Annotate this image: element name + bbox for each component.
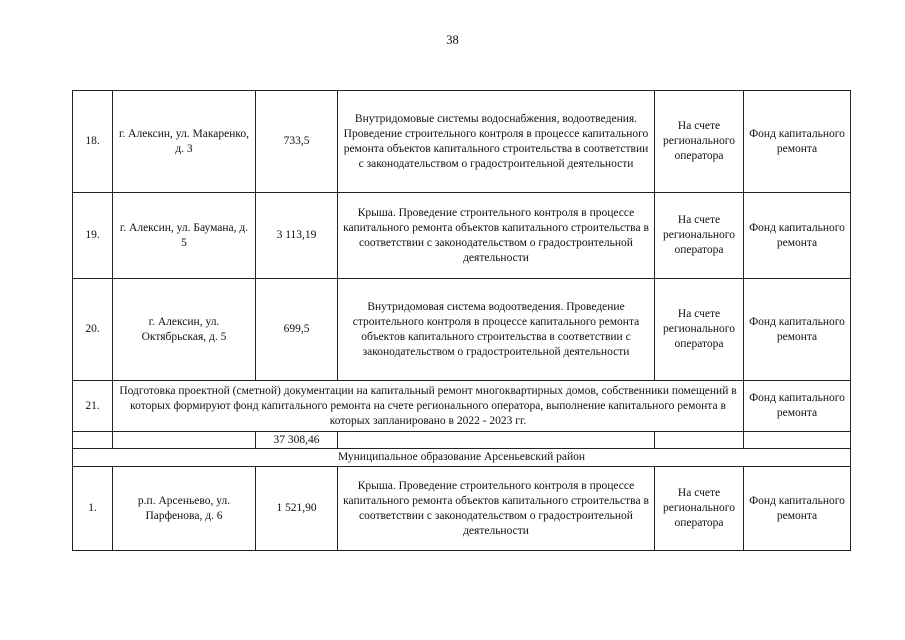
table-row [73, 467, 851, 551]
work-description-cell: Внутридомовые системы водоснабжения, водоотведения. Проведение строительного контроля в процессе капитального ремонта объектов капитального строительства в соответствии с законодательством о градостроительной деятельности [338, 91, 655, 193]
empty-cell [73, 432, 113, 449]
area-cell: 1 521,90 [256, 467, 338, 551]
total-area-cell: 37 308,46 [256, 432, 338, 449]
account-cell: На счете регионального оператора [655, 91, 744, 193]
work-description-cell: Крыша. Проведение строительного контроля в процессе капитального ремонта объектов капитального строительства в соответствии с законодательством о градостроительной деятельности [338, 467, 655, 551]
repair-table [72, 90, 851, 551]
fund-source-cell: Фонд капитального ремонта [744, 279, 851, 381]
account-cell: На счете регионального оператора [655, 193, 744, 279]
area-cell: 733,5 [256, 91, 338, 193]
total-row [73, 432, 851, 449]
row-number: 20. [73, 279, 113, 381]
empty-cell [338, 432, 655, 449]
design-documentation-cell: Подготовка проектной (сметной) документации на капитальный ремонт многоквартирных домов, собственники помещений в которых формируют фонд капитального ремонта на счете регионального оператора, выполнение капитального ремонта в которых запланировано в 2022 - 2023 гг. [113, 381, 744, 432]
row-number: 1. [73, 467, 113, 551]
work-description-cell: Крыша. Проведение строительного контроля в процессе капитального ремонта объектов капитального строительства в соответствии с законодательством о градостроительной деятельности [338, 193, 655, 279]
address-cell: г. Алексин, ул. Макаренко, д. 3 [113, 91, 256, 193]
account-cell: На счете регионального оператора [655, 279, 744, 381]
area-cell: 699,5 [256, 279, 338, 381]
table-row [73, 279, 851, 381]
row-number: 19. [73, 193, 113, 279]
fund-source-cell: Фонд капитального ремонта [744, 91, 851, 193]
fund-source-cell: Фонд капитального ремонта [744, 193, 851, 279]
page-number: 38 [446, 33, 459, 47]
address-cell: р.п. Арсеньево, ул. Парфенова, д. 6 [113, 467, 256, 551]
fund-source-cell: Фонд капитального ремонта [744, 381, 851, 432]
address-cell: г. Алексин, ул. Октябрьская, д. 5 [113, 279, 256, 381]
row-number: 21. [73, 381, 113, 432]
empty-cell [655, 432, 744, 449]
fund-source-cell: Фонд капитального ремонта [744, 467, 851, 551]
area-cell: 3 113,19 [256, 193, 338, 279]
table-row [73, 193, 851, 279]
table-row [73, 91, 851, 193]
municipality-title: Муниципальное образование Арсеньевский район [73, 449, 851, 467]
row-number: 18. [73, 91, 113, 193]
account-cell: На счете регионального оператора [655, 467, 744, 551]
empty-cell [113, 432, 256, 449]
section-header-row [73, 449, 851, 467]
work-description-cell: Внутридомовая система водоотведения. Проведение строительного контроля в процессе капитального ремонта объектов капитального строительства в соответствии с законодательством о градостроительной деятельности [338, 279, 655, 381]
empty-cell [744, 432, 851, 449]
address-cell: г. Алексин, ул. Баумана, д. 5 [113, 193, 256, 279]
table-row [73, 381, 851, 432]
